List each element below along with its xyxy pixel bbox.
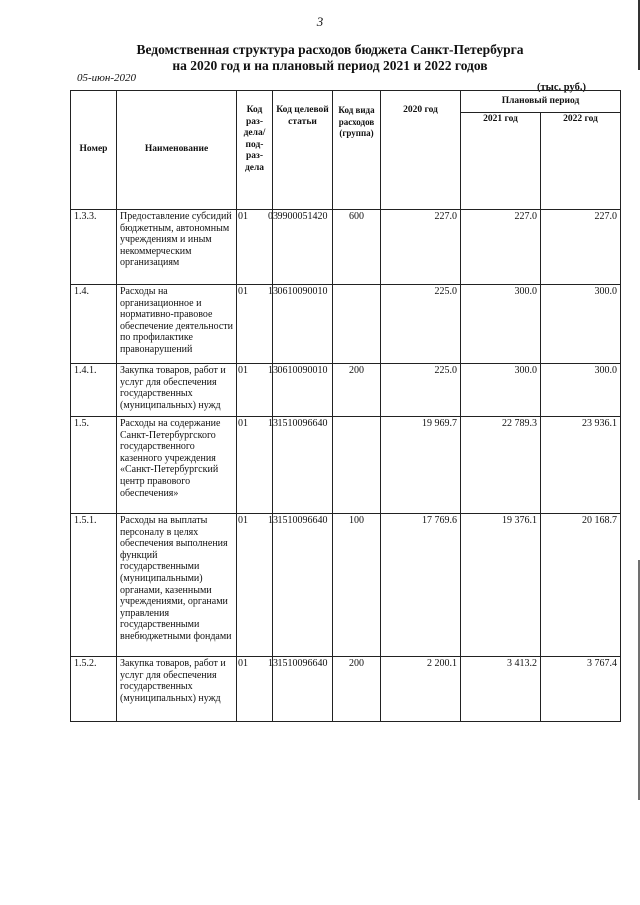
header-2021: 2021 год xyxy=(461,112,541,209)
row-2020: 225.0 xyxy=(381,285,461,364)
table-row xyxy=(71,364,621,417)
row-name: Расходы на выплаты персоналу в целях обеспечения выполнения функций государственными (муниципальными) органами, казенными учреждениями, органами управления государственными внебюджетными фондами xyxy=(117,514,237,657)
subsection: 13 xyxy=(268,286,278,297)
subsection: 13 xyxy=(268,515,278,526)
row-2022: 23 936.1 xyxy=(541,417,621,514)
header-target-code: Код целевой статьи xyxy=(273,91,333,210)
row-2022: 300.0 xyxy=(541,285,621,364)
row-name: Расходы на содержание Санкт-Петербургского государственного казенного учреждения «Санкт-Петербургский центр правового обеспечения» xyxy=(117,417,237,514)
document-title xyxy=(60,42,600,74)
header-row xyxy=(71,91,621,113)
table-row xyxy=(71,417,621,514)
row-2020: 19 969.7 xyxy=(381,417,461,514)
header-name: Наименование xyxy=(117,91,237,210)
table-row xyxy=(71,514,621,657)
row-section-code xyxy=(237,285,278,364)
header-expense-code: Код вида расходов (группа) xyxy=(333,91,381,210)
row-section-code xyxy=(237,657,278,722)
title-line-1: Ведомственная структура расходов бюджета Санкт-Петербурга xyxy=(136,42,524,57)
row-2022: 3 767.4 xyxy=(541,657,621,722)
row-number: 1.4. xyxy=(71,285,117,364)
row-name: Закупка товаров, работ и услуг для обеспечения государственных (муниципальных) нужд xyxy=(117,364,237,417)
row-expense-code: 200 xyxy=(333,657,381,722)
row-2021: 300.0 xyxy=(461,364,541,417)
row-2020: 225.0 xyxy=(381,364,461,417)
row-target-code: 1510096640 xyxy=(273,417,333,514)
row-number: 1.4.1. xyxy=(71,364,117,417)
row-2020: 2 200.1 xyxy=(381,657,461,722)
row-2021: 22 789.3 xyxy=(461,417,541,514)
row-2021: 300.0 xyxy=(461,285,541,364)
subsection: 13 xyxy=(268,658,278,669)
row-section-code xyxy=(237,364,278,417)
row-2020: 17 769.6 xyxy=(381,514,461,657)
row-expense-code: 100 xyxy=(333,514,381,657)
row-name: Расходы на организационное и нормативно-правовое обеспечение деятельности по профилактике правонарушений xyxy=(117,285,237,364)
table-row xyxy=(71,210,621,285)
title-line-2: на 2020 год и на плановый период 2021 и 2022 годов xyxy=(172,58,488,73)
row-expense-code: 200 xyxy=(333,364,381,417)
row-2022: 227.0 xyxy=(541,210,621,285)
section: 01 xyxy=(238,515,248,526)
row-name: Закупка товаров, работ и услуг для обеспечения государственных (муниципальных) нужд xyxy=(117,657,237,722)
row-2021: 3 413.2 xyxy=(461,657,541,722)
section: 01 xyxy=(238,211,248,222)
header-section-code: Код раз-дела/ под-раз-дела xyxy=(237,91,273,210)
row-number: 1.3.3. xyxy=(71,210,117,285)
section: 01 xyxy=(238,418,248,429)
row-expense-code xyxy=(333,417,381,514)
row-section-code xyxy=(237,514,278,657)
row-section-code xyxy=(237,210,278,285)
page-number: 3 xyxy=(316,14,324,29)
table-row xyxy=(71,657,621,722)
row-target-code: 0610090010 xyxy=(273,364,333,417)
row-2020: 227.0 xyxy=(381,210,461,285)
header-2020: 2020 год xyxy=(381,91,461,210)
row-target-code: 1510096640 xyxy=(273,514,333,657)
section: 01 xyxy=(238,365,248,376)
budget-table xyxy=(70,90,621,722)
row-2021: 227.0 xyxy=(461,210,541,285)
row-section-code xyxy=(237,417,278,514)
row-number: 1.5. xyxy=(71,417,117,514)
section: 01 xyxy=(238,658,248,669)
table-row xyxy=(71,285,621,364)
row-target-code: 0610090010 xyxy=(273,285,333,364)
section: 01 xyxy=(238,286,248,297)
document-date: 05-июн-2020 xyxy=(77,72,137,84)
subsection: 03 xyxy=(268,211,278,222)
header-2022: 2022 год xyxy=(541,112,621,209)
row-target-code: 9900051420 xyxy=(273,210,333,285)
row-number: 1.5.2. xyxy=(71,657,117,722)
row-expense-code: 600 xyxy=(333,210,381,285)
row-target-code: 1510096640 xyxy=(273,657,333,722)
row-2022: 20 168.7 xyxy=(541,514,621,657)
header-number: Номер xyxy=(71,91,117,210)
row-2022: 300.0 xyxy=(541,364,621,417)
header-planned-period: Плановый период xyxy=(461,91,621,113)
row-expense-code xyxy=(333,285,381,364)
subsection: 13 xyxy=(268,365,278,376)
subsection: 13 xyxy=(268,418,278,429)
row-number: 1.5.1. xyxy=(71,514,117,657)
row-name: Предоставление субсидий бюджетным, автономным учреждениям и иным некоммерческим организациям xyxy=(117,210,237,285)
row-2021: 19 376.1 xyxy=(461,514,541,657)
units-label: (тыс. руб.) xyxy=(537,82,586,93)
